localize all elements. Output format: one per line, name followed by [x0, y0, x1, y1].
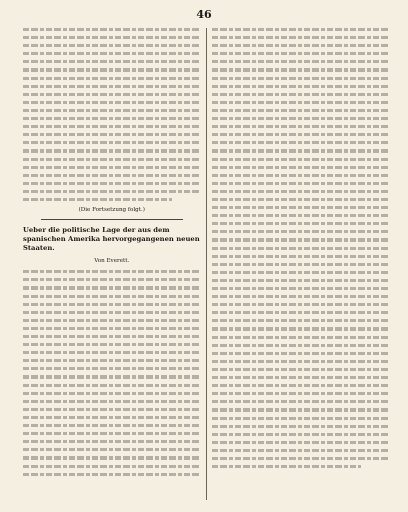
text-columns — [18, 28, 394, 500]
page-number: 46 — [196, 8, 212, 21]
article-byline: Von Everett. — [94, 258, 130, 265]
section-divider — [41, 219, 183, 220]
opening-paragraph-lines — [23, 28, 201, 201]
left-column — [18, 28, 206, 500]
continued-note: (Die Fortsetzung folgt.) — [78, 207, 145, 214]
article-body-lines — [23, 270, 201, 475]
right-column — [206, 28, 395, 500]
right-column-body-lines — [212, 28, 390, 468]
article-title: Ueber die politische Lage der aus dem spanischen Amerika hervorgegangenen neuen Staaten. — [23, 226, 200, 253]
